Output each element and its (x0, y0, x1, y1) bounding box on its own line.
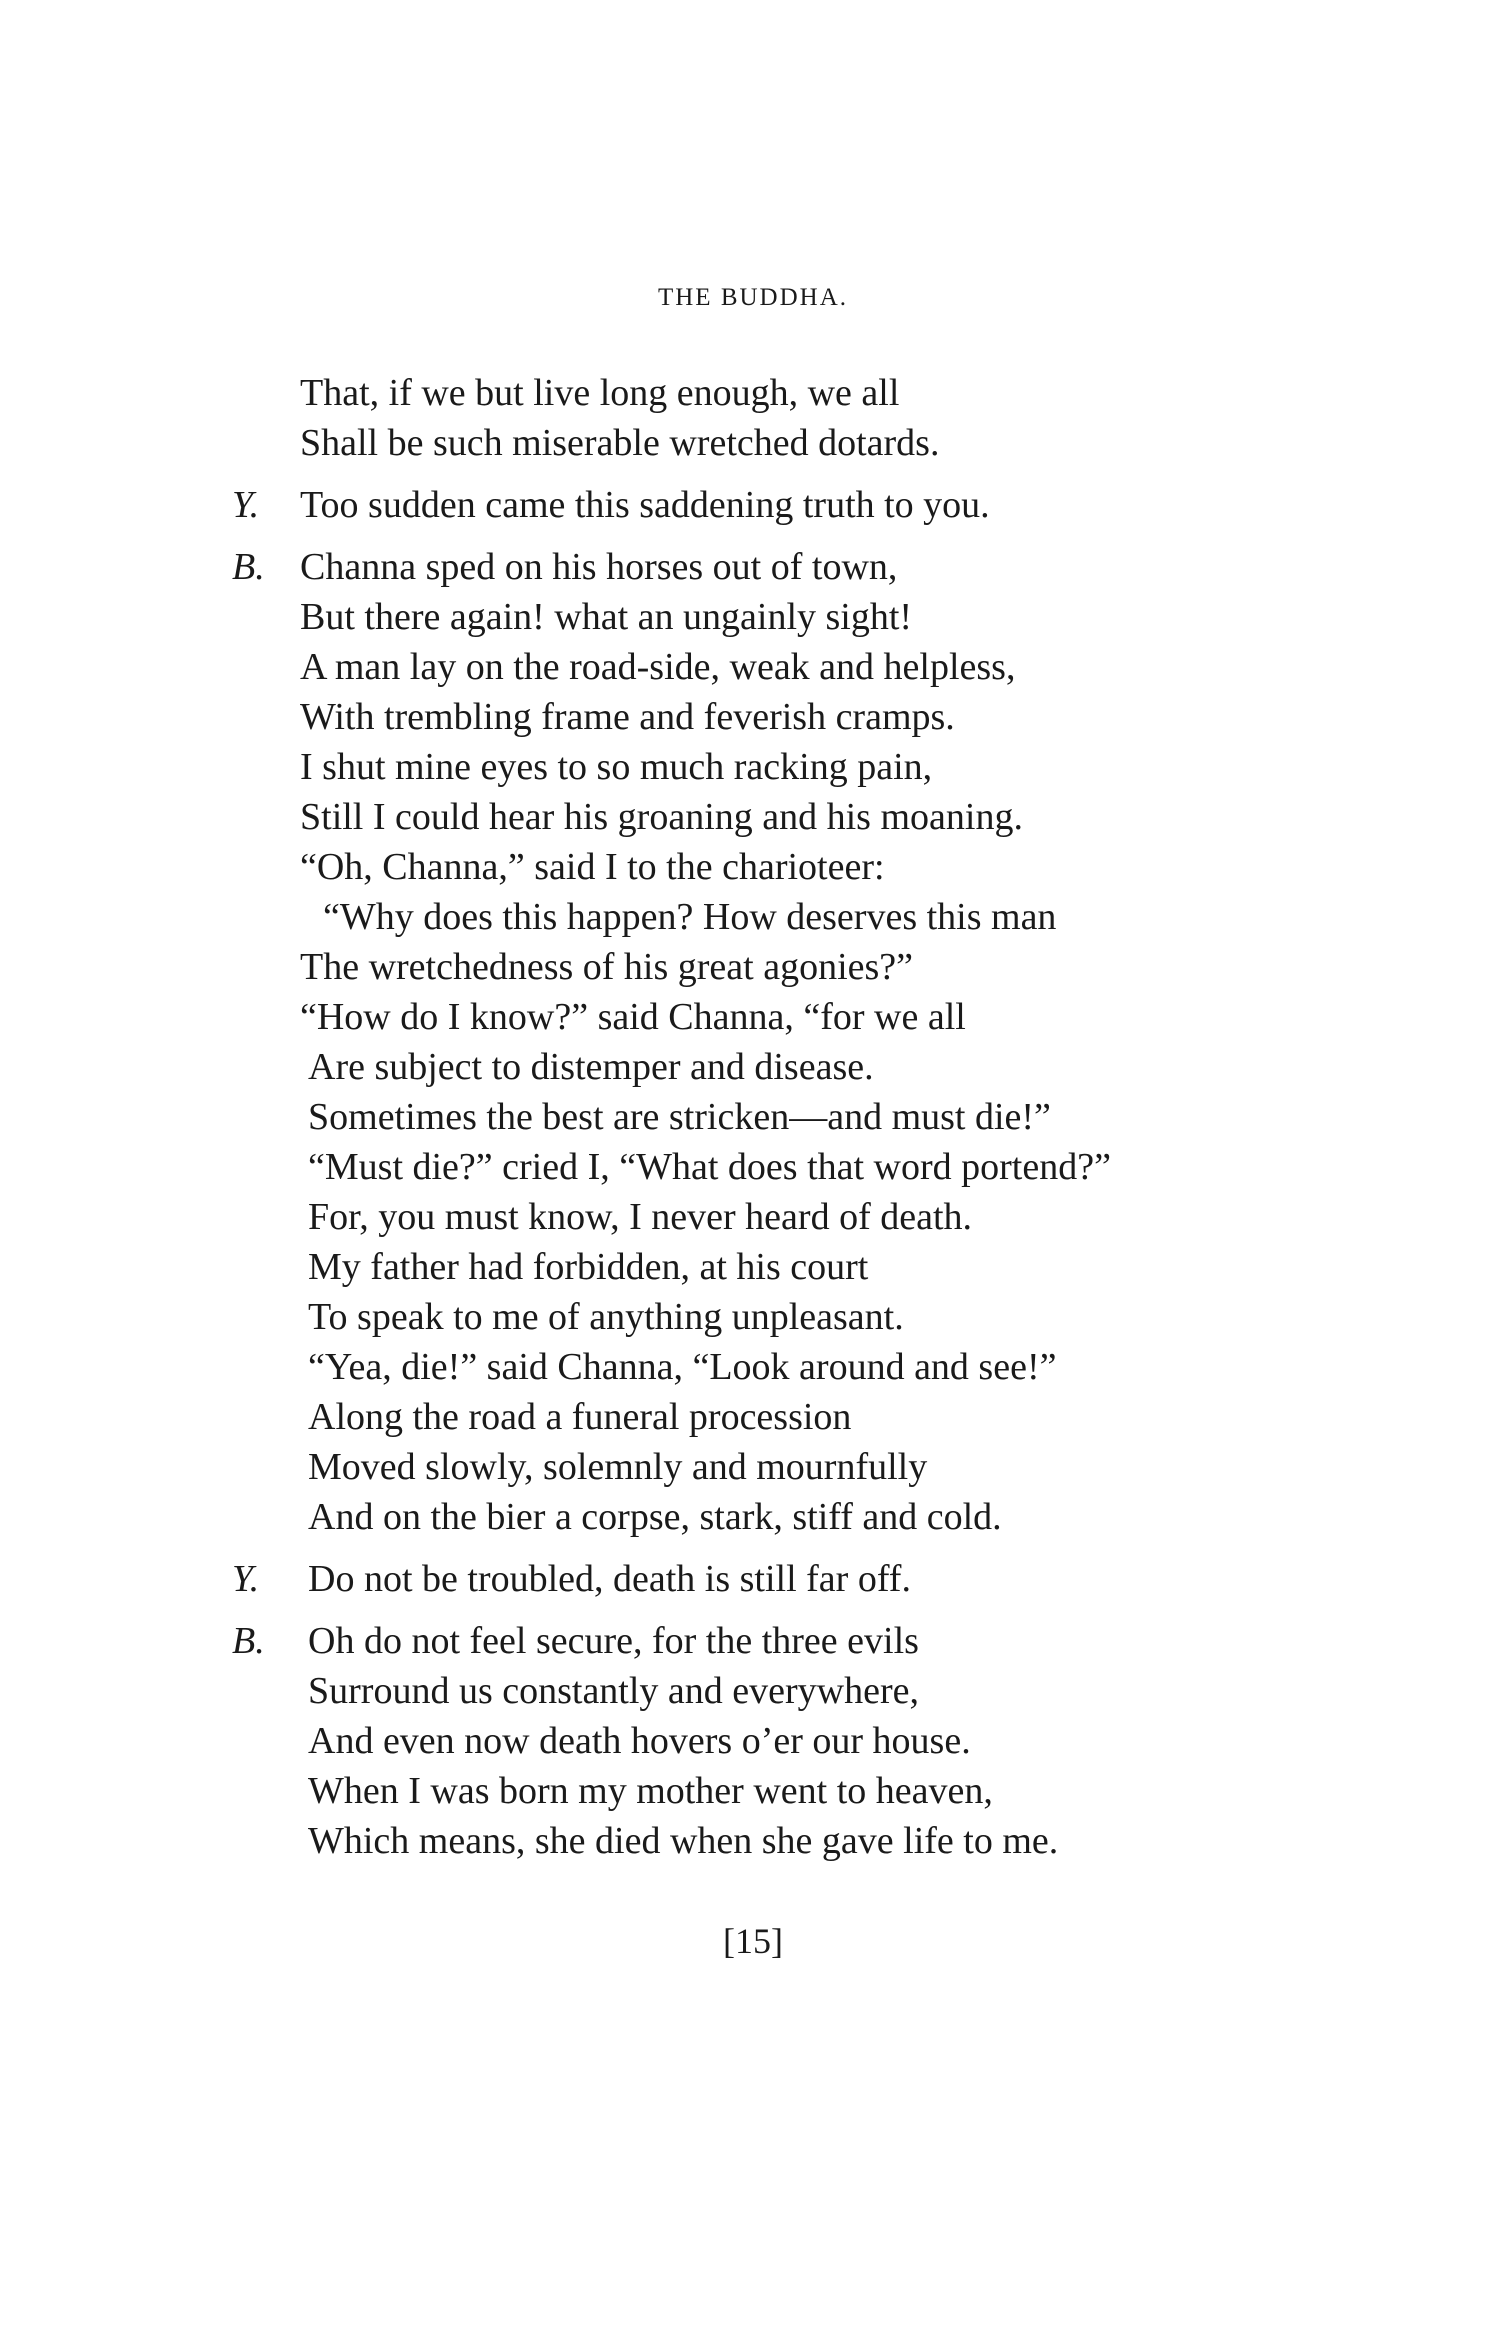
line-text: Surround us constantly and everywhere, (308, 1670, 920, 1712)
verse-line (0, 992, 1506, 1042)
page-number: [15] (723, 1921, 783, 1961)
line-text: And on the bier a corpse, stark, stiff and cold. (308, 1496, 1002, 1538)
line-text: Channa sped on his horses out of town, (300, 546, 898, 588)
line-text: “Oh, Channa,” said I to the charioteer: (300, 846, 885, 888)
verse-line (0, 1766, 1506, 1816)
stanza-3 (0, 542, 1506, 1542)
speaker-label: Y. (232, 484, 260, 526)
verse-line (0, 942, 1506, 992)
line-text: Do not be troubled, death is still far off. (308, 1558, 911, 1600)
verse-line (0, 742, 1506, 792)
verse-line (0, 1392, 1506, 1442)
verse-line (0, 1192, 1506, 1242)
stanza-1 (0, 368, 1506, 468)
line-text: Oh do not feel secure, for the three evils (308, 1620, 919, 1662)
verse-body (0, 368, 1506, 1866)
verse-line (0, 1666, 1506, 1716)
speaker-label: Y. (232, 1558, 260, 1600)
verse-line (0, 1042, 1506, 1092)
line-text: And even now death hovers o’er our house. (308, 1720, 971, 1762)
line-text: “Must die?” cried I, “What does that word portend?” (308, 1146, 1111, 1188)
verse-line (0, 892, 1506, 942)
line-text: With trembling frame and feverish cramps. (300, 696, 955, 738)
line-text: Too sudden came this saddening truth to you. (300, 484, 990, 526)
verse-line (0, 1342, 1506, 1392)
verse-line (0, 692, 1506, 742)
verse-line (0, 1554, 1506, 1604)
line-text: Which means, she died when she gave life to me. (308, 1820, 1059, 1862)
line-text: Still I could hear his groaning and his moaning. (300, 796, 1023, 838)
line-text: To speak to me of anything unpleasant. (308, 1296, 904, 1338)
line-text: Shall be such miserable wretched dotards. (300, 422, 940, 464)
line-text: “Why does this happen? How deserves this man (323, 896, 1057, 938)
speaker-label: B. (232, 546, 265, 588)
verse-line (0, 1616, 1506, 1666)
line-text: The wretchedness of his great agonies?” (300, 946, 914, 988)
stanza-2 (0, 480, 1506, 530)
line-text: Moved slowly, solemnly and mournfully (308, 1446, 928, 1488)
verse-line (0, 418, 1506, 468)
verse-line (0, 1716, 1506, 1766)
verse-line (0, 642, 1506, 692)
line-text: But there again! what an ungainly sight! (300, 596, 913, 638)
line-text: My father had forbidden, at his court (308, 1246, 869, 1288)
line-text: Are subject to distemper and disease. (308, 1046, 874, 1088)
verse-line (0, 480, 1506, 530)
running-title: THE BUDDHA. (657, 284, 849, 311)
verse-line (0, 592, 1506, 642)
line-text: “Yea, die!” said Channa, “Look around and see!” (308, 1346, 1057, 1388)
verse-line (0, 542, 1506, 592)
verse-line (0, 1442, 1506, 1492)
line-text: A man lay on the road-side, weak and helpless, (300, 646, 1016, 688)
speaker-label: B. (232, 1620, 265, 1662)
verse-line (0, 1492, 1506, 1542)
verse-line (0, 368, 1506, 418)
verse-line (0, 1816, 1506, 1866)
verse-line (0, 1092, 1506, 1142)
verse-line (0, 792, 1506, 842)
line-text: For, you must know, I never heard of death. (308, 1196, 973, 1238)
verse-line (0, 1242, 1506, 1292)
line-text: That, if we but live long enough, we all (300, 372, 900, 414)
line-text: “How do I know?” said Channa, “for we all (300, 996, 966, 1038)
verse-line (0, 1292, 1506, 1342)
line-text: I shut mine eyes to so much racking pain, (300, 746, 933, 788)
verse-line (0, 842, 1506, 892)
stanza-5 (0, 1616, 1506, 1866)
line-text: When I was born my mother went to heaven, (308, 1770, 993, 1812)
line-text: Along the road a funeral procession (308, 1396, 852, 1438)
verse-line (0, 1142, 1506, 1192)
line-text: Sometimes the best are stricken—and must die!” (308, 1096, 1051, 1138)
stanza-4 (0, 1554, 1506, 1604)
